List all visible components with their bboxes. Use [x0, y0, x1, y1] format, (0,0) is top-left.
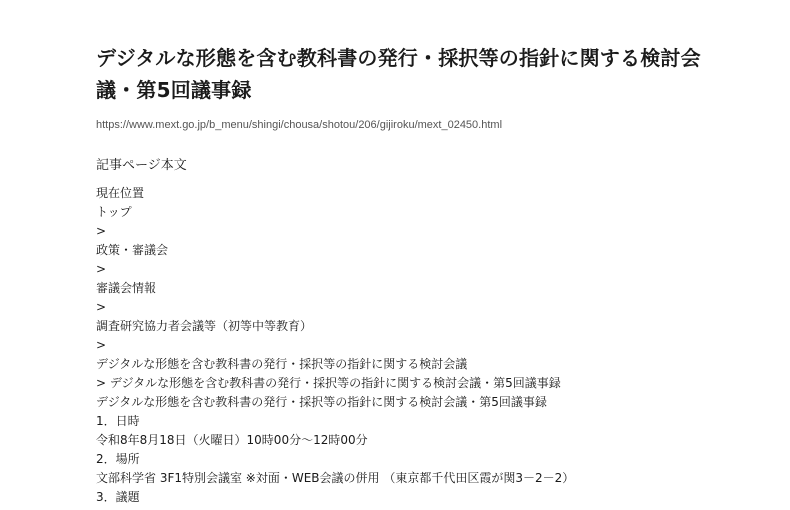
breadcrumb-link-research-meetings[interactable]: 調査研究協力者会議等（初等中等教育） [96, 319, 313, 333]
breadcrumb-link-council-info[interactable]: 審議会情報 [96, 281, 157, 295]
breadcrumb-label: 現在位置 [96, 186, 145, 200]
page-title: デジタルな形態を含む教科書の発行・採択等の指針に関する検討会議・第5回議事録 [96, 46, 701, 102]
breadcrumb-link-top[interactable]: トップ [96, 205, 132, 219]
item-heading-datetime: 1．日時 [96, 414, 140, 428]
breadcrumb-link-policy[interactable]: 政策・審議会 [96, 243, 169, 257]
breadcrumb-separator: > [96, 300, 107, 314]
source-url[interactable]: https://www.mext.go.jp/b_menu/shingi/chousa/shotou/206/gijiroku/mext_02450.html [96, 119, 503, 131]
breadcrumb-separator: > [96, 224, 107, 238]
breadcrumb-separator: > [96, 338, 107, 352]
article-heading: デジタルな形態を含む教科書の発行・採択等の指針に関する検討会議・第5回議事録 [96, 395, 547, 409]
breadcrumb-link-meeting[interactable]: デジタルな形態を含む教科書の発行・採択等の指針に関する検討会議 [96, 357, 468, 371]
breadcrumb-current: > デジタルな形態を含む教科書の発行・採択等の指針に関する検討会議・第5回議事録 [96, 376, 561, 390]
item-datetime-value: 令和8年8月18日（火曜日）10時00分～12時00分 [96, 433, 368, 447]
item-location-value: 文部科学省 3F1特別会議室 ※対面・WEB会議の併用 （東京都千代田区霞が関3－2－2） [96, 471, 575, 485]
item-heading-location: 2．場所 [96, 452, 140, 466]
breadcrumb-separator: > [96, 262, 107, 276]
article-body [96, 184, 736, 507]
section-heading: 記事ページ本文 [96, 158, 187, 173]
item-heading-agenda: 3．議題 [96, 490, 140, 504]
